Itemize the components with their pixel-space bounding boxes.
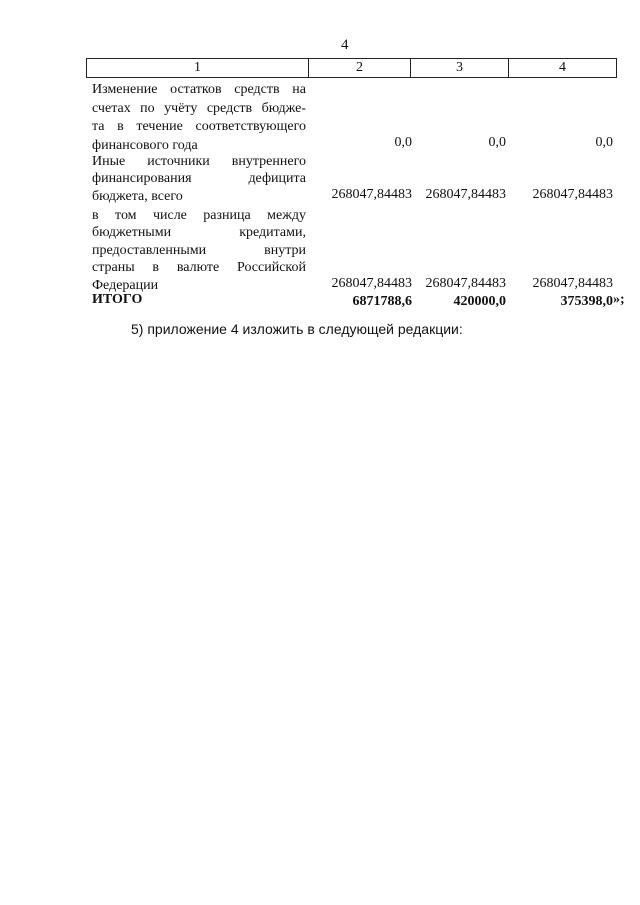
row-value-col-3: 268047,84483 (425, 187, 506, 202)
row-label-line: Федерации (92, 278, 159, 293)
row-label-line: финансирования дефицита (92, 171, 306, 186)
row-label-line: бюджетными кредитами, (92, 225, 306, 240)
row-value-col-4: 268047,84483 (532, 187, 613, 202)
page-number: 4 (341, 37, 349, 53)
row-value-col-3: 268047,84483 (425, 276, 506, 291)
row-label-line: Изменение остатков средств на (92, 82, 306, 97)
row-value-col-2: 268047,84483 (331, 276, 412, 291)
header-col-1: 1 (86, 58, 308, 78)
header-col-3: 3 (410, 58, 508, 78)
total-value-col-2: 6871788,6 (352, 294, 412, 309)
row-label-line: страны в валюте Российской (92, 260, 306, 275)
row-label-line: финансового года (92, 138, 198, 153)
row-value-col-4: 268047,84483 (532, 276, 613, 291)
row-label-line: в том числе разница между (92, 208, 306, 223)
header-col-2: 2 (308, 58, 410, 78)
total-value-col-4: 375398,0 (560, 294, 613, 309)
amendment-paragraph: 5) приложение 4 изложить в следующей редакции: (131, 321, 463, 337)
row-label-line: счетах по учёту средств бюдже- (92, 101, 306, 116)
total-label: ИТОГО (92, 292, 143, 307)
header-col-4: 4 (508, 58, 617, 78)
row-value-col-2: 0,0 (394, 135, 412, 150)
row-value-col-4: 0,0 (595, 135, 613, 150)
row-label-line: Иные источники внутреннего (92, 154, 306, 169)
row-label-line: предоставленными внутри (92, 243, 306, 258)
row-value-col-2: 268047,84483 (331, 187, 412, 202)
total-value-col-3: 420000,0 (453, 294, 506, 309)
row-label-line: бюджета, всего (92, 189, 183, 204)
row-value-col-3: 0,0 (488, 135, 506, 150)
closing-quote: »; (613, 292, 625, 307)
row-label-line: та в течение соответствующего (92, 119, 306, 134)
